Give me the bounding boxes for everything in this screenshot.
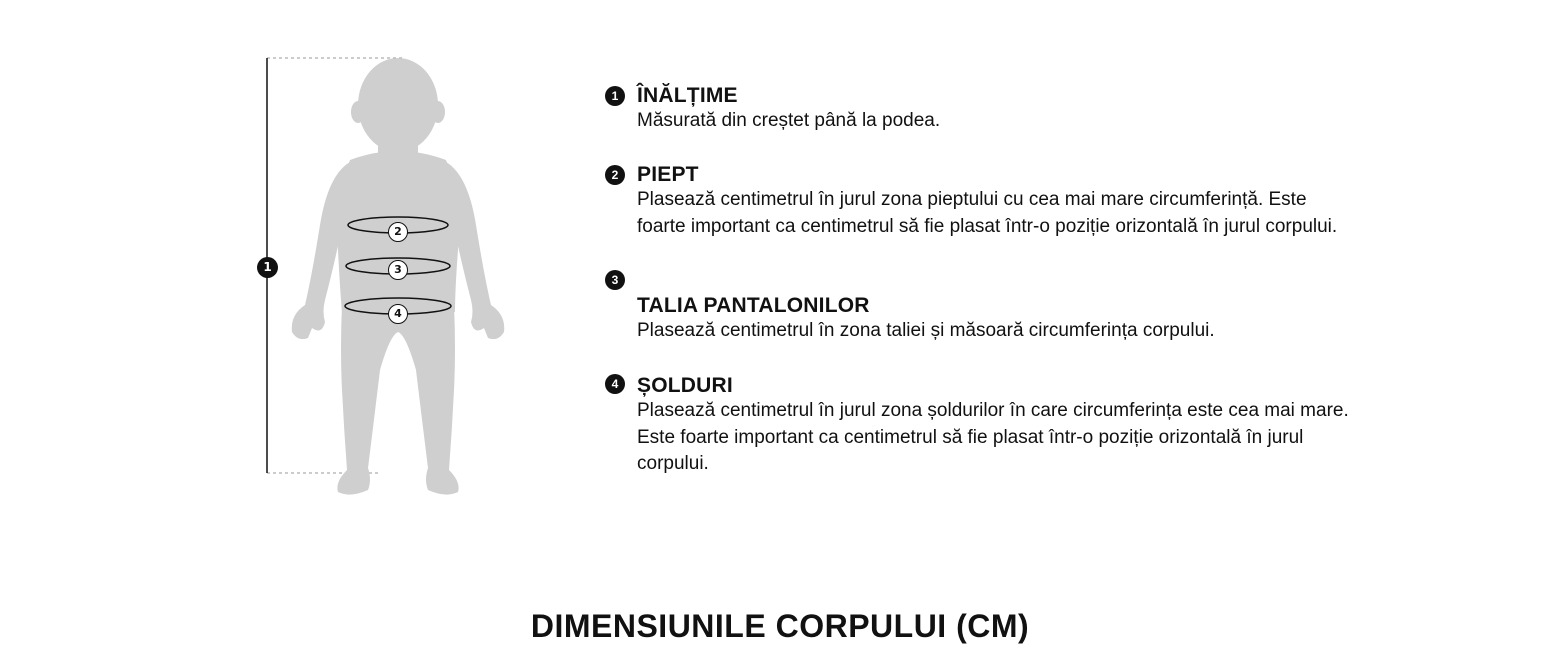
section-title: TALIA PANTALONILOR [637,294,870,317]
section-body: Plasează centimetrul în zona taliei și măsoară circumferința corpului. [637,320,1215,341]
section-chest [605,163,1365,273]
section-waist [605,270,1365,350]
child-silhouette [250,50,520,510]
height-marker-badge: 1 [257,257,278,278]
section-number: 3 [605,270,625,290]
section-title: PIEPT [637,163,699,186]
chest-marker-badge: 2 [388,222,408,242]
section-body: Plasează centimetrul în jurul zona șoldurilor în care circumferința este cea mai mare. Este foarte important ca centimetrul să fie plasat într-o poziție orizontală în jurul corpului. [637,400,1349,474]
section-title: ȘOLDURI [637,374,733,397]
section-height [605,84,1365,144]
footer-title: DIMENSIUNILE CORPULUI (CM) [530,608,1030,644]
section-number: 1 [605,86,625,106]
section-body: Plasează centimetrul în jurul zona pieptului cu cea mai mare circumferință. Este foarte important ca centimetrul să fie plasat într-o poziție orizontală în jurul corpului. [637,189,1338,237]
section-number: 4 [605,374,625,394]
body-measurement-figure [250,50,520,510]
waist-marker-badge: 3 [388,260,408,280]
section-title: ÎNĂLȚIME [637,84,738,107]
hip-marker-badge: 4 [388,304,408,324]
section-number: 2 [605,165,625,185]
section-body: Măsurată din creștet până la podea. [637,110,941,131]
section-hips [605,374,1365,484]
